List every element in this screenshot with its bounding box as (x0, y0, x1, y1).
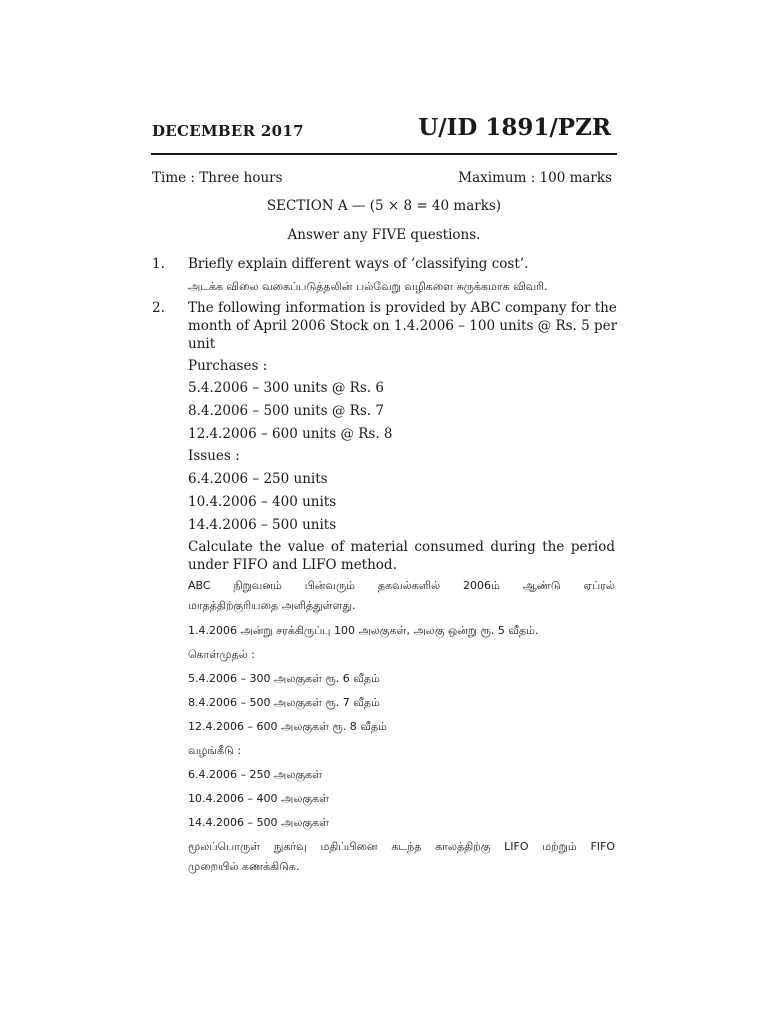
purchase-entry-2: 8.4.2006 – 500 units @ Rs. 7 (188, 403, 384, 419)
tamil-purchases-label: கொள்முதல் : (188, 648, 255, 661)
purchases-label: Purchases : (188, 358, 268, 374)
exam-duration: Time : Three hours (152, 170, 283, 186)
issue-entry-1: 6.4.2006 – 250 units (188, 471, 328, 487)
tamil-purchase-entry-3: 12.4.2006 – 600 அலகுகள் ரூ. 8 வீதம் (188, 720, 387, 733)
purchase-entry-3: 12.4.2006 – 600 units @ Rs. 8 (188, 426, 393, 442)
tamil-issue-entry-1: 6.4.2006 – 250 அலகுகள் (188, 768, 322, 781)
question-1-english: Briefly explain different ways of ‘classifying cost’. (188, 256, 529, 272)
question-2-number: 2. (152, 300, 165, 316)
tamil-intro-line-2: மாதத்திற்குரியதை அளித்துள்ளது. (188, 599, 356, 612)
issue-entry-3: 14.4.2006 – 500 units (188, 517, 337, 533)
question-1-number: 1. (152, 256, 165, 272)
tamil-intro-line-1: ABC நிறுவனம் பின்வரும் தகவல்களில் 2006ம் ஆண்டு ஏப்ரல் (188, 579, 615, 592)
question-1-tamil: அடக்க விலை வகைப்படுத்தலின் பல்வேறு வழிகளை சுருக்கமாக விவரி. (188, 280, 548, 293)
tamil-calculation-line-1: மூலப்பொருள் நுகர்வு மதிப்பினை கடந்த காலத்திற்கு LIFO மற்றும் FIFO (188, 840, 615, 853)
calculation-instruction-line-1: Calculate the value of material consumed during the period (188, 539, 615, 555)
issues-label: Issues : (188, 448, 240, 464)
tamil-calculation-line-2: முறையில் கணக்கிடுக. (188, 860, 300, 873)
issue-entry-2: 10.4.2006 – 400 units (188, 494, 337, 510)
question-2-intro-line-2: month of April 2006 Stock on 1.4.2006 – 100 units @ Rs. 5 per (188, 318, 618, 334)
paper-code: U/ID 1891/PZR (418, 114, 611, 141)
calculation-instruction-line-2: under FIFO and LIFO method. (188, 557, 397, 573)
exam-month: DECEMBER 2017 (152, 122, 304, 140)
tamil-issue-entry-3: 14.4.2006 – 500 அலகுகள் (188, 816, 329, 829)
section-instruction: Answer any FIVE questions. (287, 227, 481, 243)
tamil-stock-line: 1.4.2006 அன்று சரக்கிருப்பு 100 அலகுகள், அலகு ஒன்று ரூ. 5 வீதம். (188, 624, 539, 637)
tamil-purchase-entry-2: 8.4.2006 – 500 அலகுகள் ரூ. 7 வீதம் (188, 696, 380, 709)
header-divider (151, 153, 617, 155)
tamil-issues-label: வழங்கீடு : (188, 744, 242, 757)
maximum-marks: Maximum : 100 marks (458, 170, 612, 186)
question-2-intro-line-3: unit (188, 336, 216, 352)
section-title: SECTION A — (5 × 8 = 40 marks) (266, 198, 502, 214)
tamil-purchase-entry-1: 5.4.2006 – 300 அலகுகள் ரூ. 6 வீதம் (188, 672, 380, 685)
purchase-entry-1: 5.4.2006 – 300 units @ Rs. 6 (188, 380, 384, 396)
tamil-issue-entry-2: 10.4.2006 – 400 அலகுகள் (188, 792, 329, 805)
question-2-intro-line-1: The following information is provided by ABC company for the (188, 300, 617, 316)
